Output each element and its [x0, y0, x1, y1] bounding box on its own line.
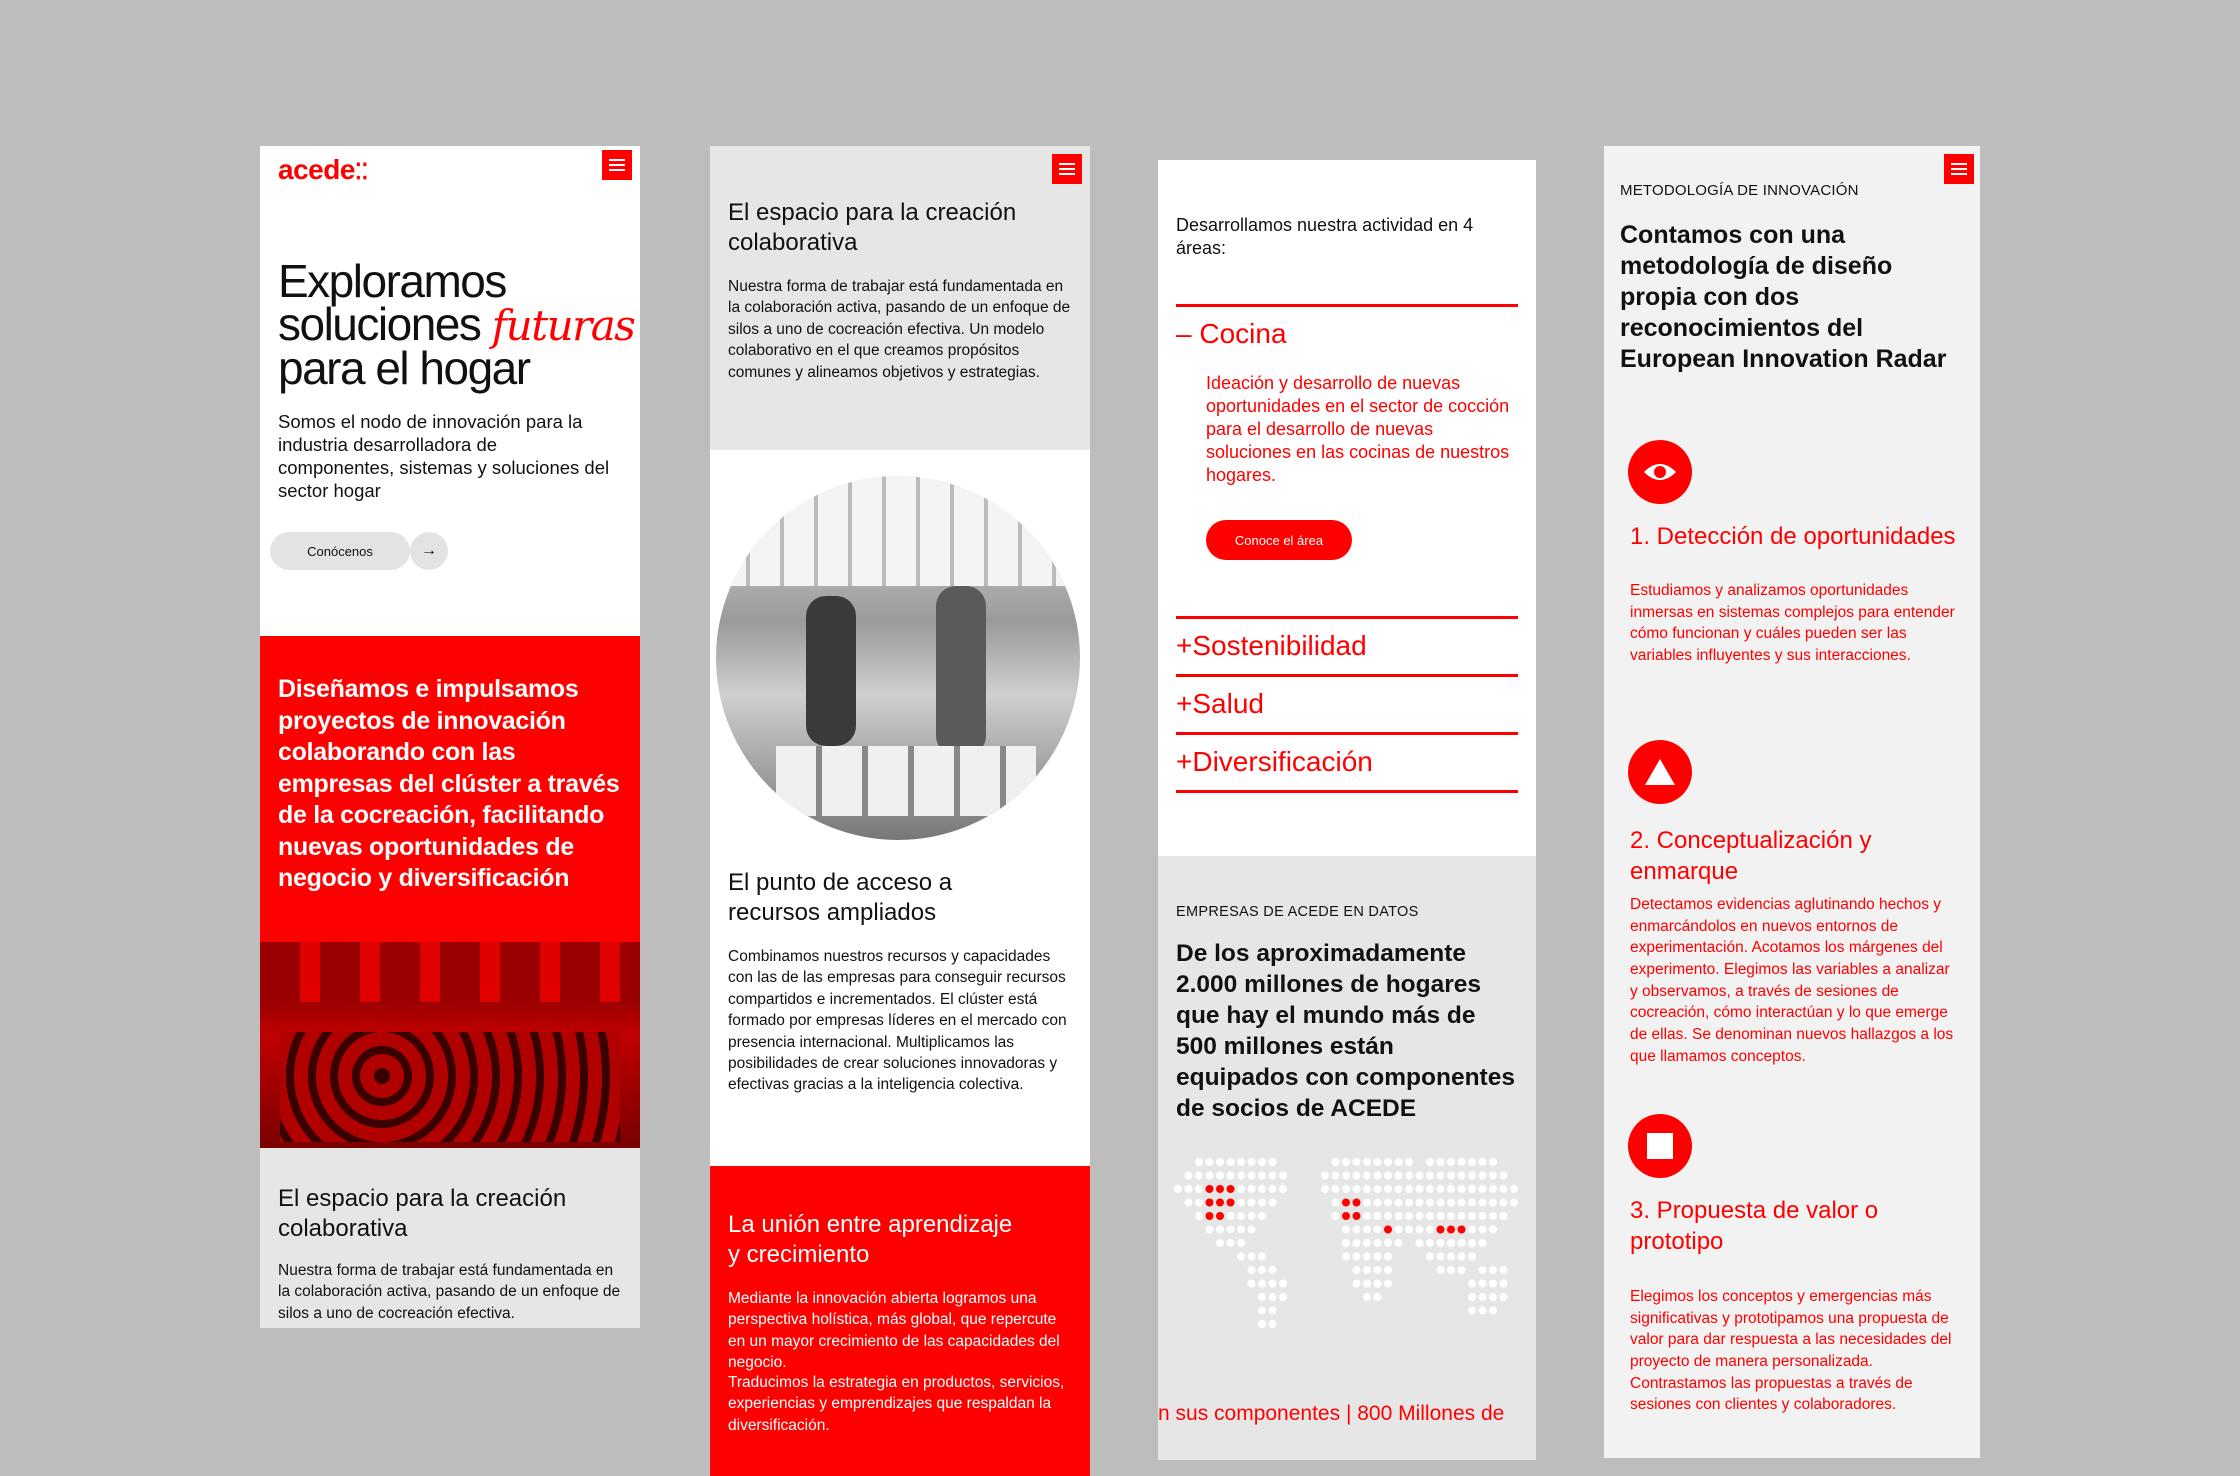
- accordion-divider: [1176, 674, 1518, 677]
- logo-dots-icon: ⁚⁚: [354, 159, 368, 184]
- section-data: [1158, 856, 1536, 1460]
- accordion-divider: [1176, 732, 1518, 735]
- meeting-photo: [716, 476, 1080, 840]
- workshop-photo: [260, 942, 640, 1148]
- step-title: 2. Conceptualización y enmarque: [1630, 827, 1872, 885]
- methodology-eyebrow: METODOLOGÍA DE INNOVACIÓN: [1620, 182, 1859, 199]
- square-icon: [1628, 1114, 1692, 1178]
- screen-collaboration: [710, 146, 1090, 1476]
- step-text: Estudiamos y analizamos oportunidades inmersas en sistemas complejos para entender cómo funcionan y cuáles pueden ser las variables influyentes y sus interacciones.: [1630, 582, 1955, 665]
- section-collab-space: El espacio para la creación colaborativa Nuestra forma de trabajar está fundamentada en la colaboración activa, pasando de un enfoque de silos a uno de cocreación efectiva. Un modelo colaborativo en el que creamos propósitos comunes y alineamos objetivos y estrategias.: [710, 146, 1090, 450]
- section-resources: El punto de acceso a recursos ampliados Combinamos nuestros recursos y capacidades con las de las empresas para conseguir recursos compartidos e incrementados. El clúster está formado por empresas líderes en el mercado con presencia internacional. Multiplicamos las posibilidades de crear soluciones innovadoras y efectivas gracias a la inteligencia colectiva.: [710, 866, 1090, 1306]
- hero-text: Somos el nodo de innovación para la industria desarrolladora de componentes, sistemas y soluciones del sector hogar: [278, 411, 610, 501]
- section-growth: La unión entre aprendizaje y crecimiento Mediante la innovación abierta logramos una perspectiva holística, más global, que repercute en un mayor crecimiento de las capacidades del negocio. Traducimos la estrategia en productos, servicios, experiencias y emprendizajes que respaldan la diversificación.: [710, 1166, 1090, 1476]
- accordion-salud[interactable]: +Salud: [1176, 688, 1264, 719]
- logo[interactable]: acede⁚⁚: [278, 154, 368, 185]
- menu-button[interactable]: [602, 150, 632, 180]
- menu-button[interactable]: [1944, 154, 1974, 184]
- cocina-text: Ideación y desarrollo de nuevas oportunidades en el sector de cocción para el desarrollo de nuevas soluciones en las cocinas de nuestros hogares.: [1206, 373, 1510, 485]
- arrow-right-icon[interactable]: →: [410, 532, 448, 570]
- screen-areas: [1158, 160, 1536, 1460]
- data-eyebrow: EMPRESAS DE ACEDE EN DATOS: [1176, 904, 1419, 920]
- hero-title: Exploramos soluciones futuras para el hogar: [278, 255, 635, 394]
- red-highlight-block: Diseñamos e impulsamos proyectos de innovación colaborando con las empresas del clúster a través de la cocreación, facilitando nuevas oportunidades de negocio y diversificación: [260, 636, 640, 942]
- hero-title-accent: futuras: [491, 301, 635, 350]
- screen-methodology: [1604, 146, 1980, 1458]
- step-text: Detectamos evidencias aglutinando hechos y enmarcándolos en nuevos entornos de experimentación. Acotamos los márgenes del experimento. Elegimos las variables a analizar y observamos, a través de sesiones de cocreación, cómo interactúan y lo que emerge de ellas. Se denominan nuevos hallazgos a los que llamamos conceptos.: [1630, 896, 1954, 1065]
- areas-intro: Desarrollamos nuestra actividad en 4 áreas:: [1176, 215, 1474, 258]
- conoce-area-button[interactable]: Conoce el área: [1206, 520, 1352, 560]
- conocenos-button[interactable]: Conócenos: [270, 532, 410, 570]
- methodology-title: Contamos con una metodología de diseño propia con dos reconocimientos del European Innovation Radar: [1620, 221, 1947, 373]
- eye-icon: [1628, 440, 1692, 504]
- accordion-diversificacion[interactable]: +Diversificación: [1176, 746, 1373, 777]
- step-title: 3. Propuesta de valor o prototipo: [1630, 1197, 1879, 1255]
- menu-button[interactable]: [1052, 154, 1082, 184]
- triangle-icon: [1628, 740, 1692, 804]
- stats-ticker: n sus componentes | 800 Millones de: [1158, 1402, 1505, 1425]
- step-text: Elegimos los conceptos y emergencias más significativas y prototipamos una propuesta de valor para dar respuesta a las necesidades del proyecto de manera personalizada. Contrastamos las propuestas a través de sesiones con clientes y colaboradores.: [1630, 1288, 1952, 1414]
- accordion-sostenibilidad[interactable]: +Sostenibilidad: [1176, 630, 1367, 661]
- step-title: 1. Detección de oportunidades: [1630, 523, 1956, 550]
- accordion-divider: [1176, 616, 1518, 619]
- screen-home: [260, 146, 640, 1328]
- data-title: De los aproximadamente 2.000 millones de hogares que hay el mundo más de 500 millones están equipados con componentes de socios de ACEDE: [1176, 940, 1515, 1122]
- accordion-divider: [1176, 304, 1518, 307]
- accordion-cocina[interactable]: – Cocina: [1176, 318, 1287, 349]
- world-dot-map: [1172, 1152, 1522, 1342]
- section-collab: El espacio para la creación colaborativa Nuestra forma de trabajar está fundamentada en la colaboración activa, pasando de un enfoque de silos a uno de cocreación efectiva.: [260, 1148, 640, 1328]
- accordion-divider: [1176, 790, 1518, 793]
